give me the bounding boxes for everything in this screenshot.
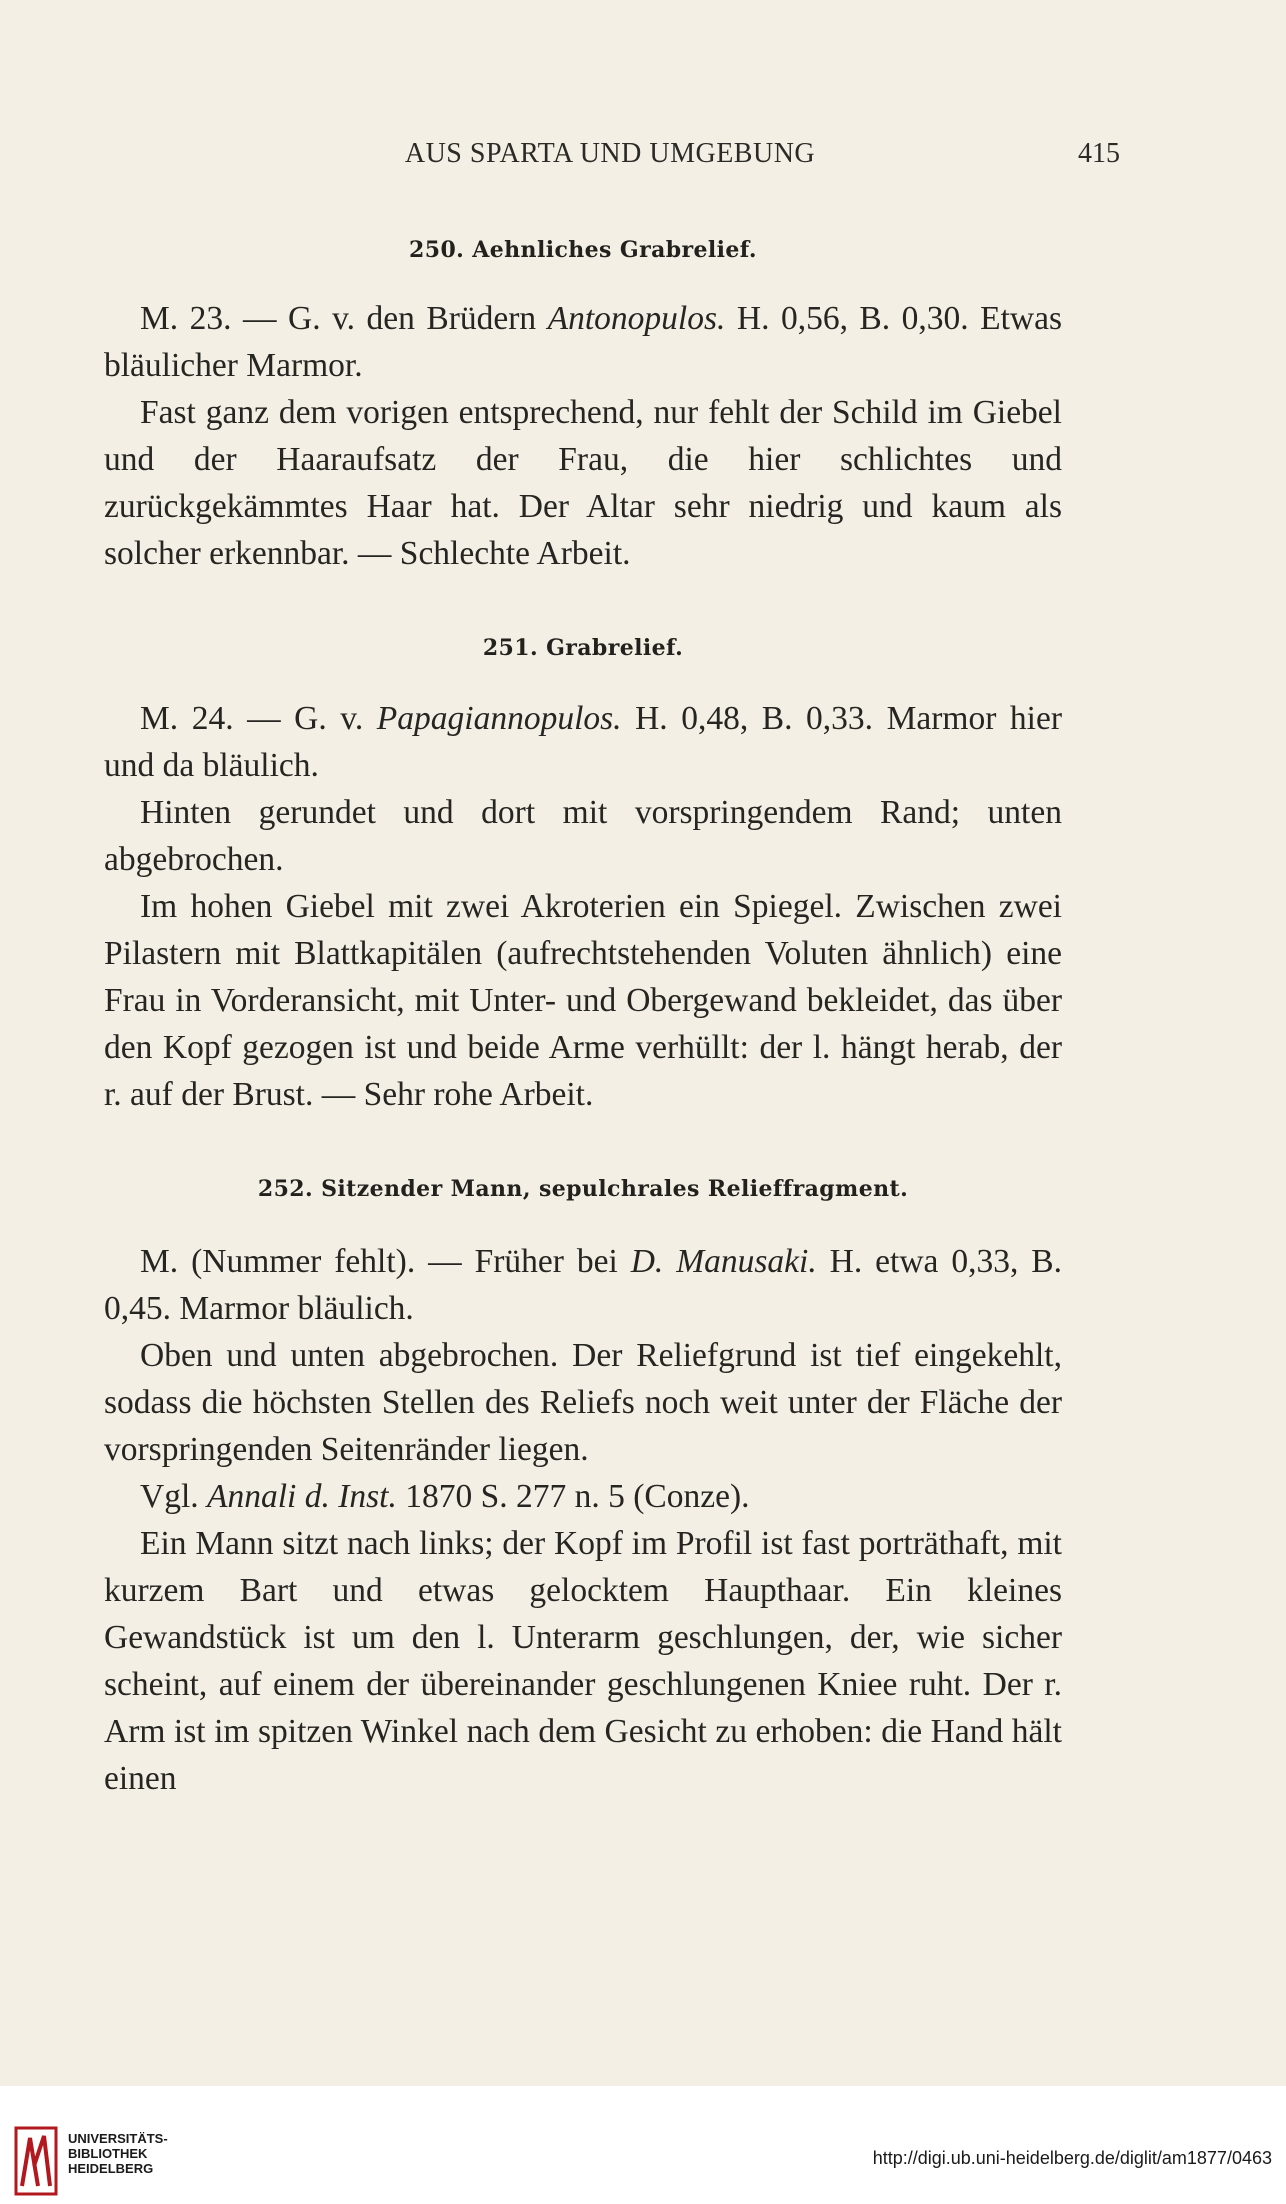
section-heading-252: 252. Sitzender Mann, sepulchrales Relieffragment. bbox=[257, 1176, 909, 1202]
section-heading-251: 251. Grabrelief. bbox=[482, 635, 684, 661]
library-name: UNIVERSITÄTS- BIBLIOTHEK HEIDELBERG bbox=[68, 2131, 168, 2176]
paragraph: Im hohen Giebel mit zwei Akroterien ein Spiegel. Zwischen zwei Pilastern mit Blattkapitälen (aufrechtstehenden Voluten ähnlich) eine Frau in Vorderansicht, mit Unter- und Obergewand bekleidet, das über den Kopf gezogen ist und beide Arme verhüllt: der l. hängt herab, der r. auf der Brust. — Sehr rohe Arbeit. bbox=[104, 888, 1062, 1113]
running-header bbox=[100, 138, 1120, 178]
section-heading-250: 250. Aehnliches Grabrelief. bbox=[409, 237, 757, 263]
italic-name: Papagiannopulos. bbox=[376, 700, 622, 737]
italic-name: Antonopulos. bbox=[547, 300, 726, 337]
page-body bbox=[104, 215, 1062, 1802]
paragraph: Ein Mann sitzt nach links; der Kopf im Profil ist fast porträthaft, mit kurzem Bart und etwas gelocktem Haupthaar. Ein kleines Gewandstück ist um den l. Unterarm geschlungen, der, wie sicher scheint, auf einem der übereinander geschlungenen Kniee ruht. Der r. Arm ist im spitzen Winkel nach dem Gesicht zu erhoben: die Hand hält einen bbox=[104, 1525, 1062, 1797]
university-logo-icon bbox=[14, 2126, 58, 2196]
paragraph: Fast ganz dem vorigen entsprechend, nur fehlt der Schild im Giebel und der Haaraufsatz der Frau, die hier schlichtes und zurückgekämmtes Haar hat. Der Altar sehr niedrig und kaum als solcher erkennbar. — Schlechte Arbeit. bbox=[104, 394, 1062, 572]
paragraph: Vgl. Annali d. Inst. 1870 S. 277 n. 5 (Conze). bbox=[140, 1478, 750, 1515]
italic-name: D. Manusaki. bbox=[630, 1243, 817, 1280]
paragraph: M. 23. — G. v. den Brüdern Antonopulos. H. 0,56, B. 0,30. Etwas bläulicher Marmor. bbox=[104, 300, 1063, 384]
source-url-link[interactable]: http://digi.ub.uni-heidelberg.de/diglit/am1877/0463 bbox=[872, 2148, 1272, 2168]
digitization-footer bbox=[0, 2086, 1286, 2204]
paragraph: M. 24. — G. v. Papagiannopulos. H. 0,48, B. 0,33. Marmor hier und da bläulich. bbox=[104, 700, 1062, 784]
paragraph: Oben und unten abgebrochen. Der Reliefgrund ist tief eingekehlt, sodass die höchsten Stellen des Reliefs noch weit unter der Fläche der vorspringenden Seitenränder liegen. bbox=[104, 1337, 1062, 1468]
running-title: AUS SPARTA UND UMGEBUNG bbox=[404, 138, 816, 169]
italic-citation: Annali d. Inst. bbox=[207, 1478, 397, 1515]
paragraph: M. (Nummer fehlt). — Früher bei D. Manusaki. H. etwa 0,33, B. 0,45. Marmor bläulich. bbox=[104, 1243, 1063, 1327]
paragraph: Hinten gerundet und dort mit vorspringendem Rand; unten abgebrochen. bbox=[104, 794, 1062, 878]
page-number: 415 bbox=[1078, 138, 1120, 169]
